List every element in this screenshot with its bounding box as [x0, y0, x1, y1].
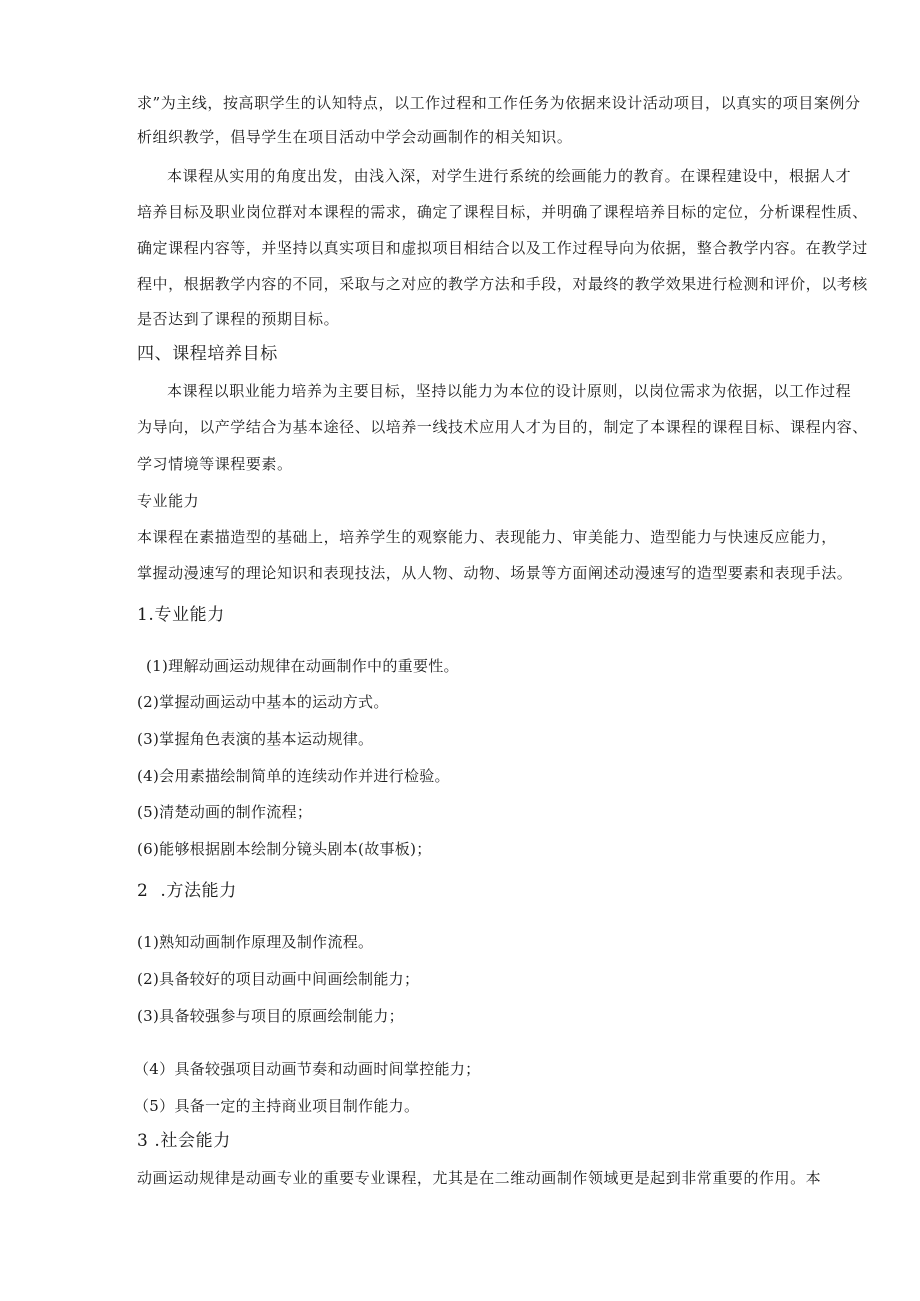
paragraph-line: 本课程以职业能力培养为主要目标，坚持以能力为本位的设计原则，以岗位需求为依据，以工作过程 [167, 382, 852, 400]
paragraph-line: 为导向，以产学结合为基本途径、以培养一线技术应用人才为目的，制定了本课程的课程目标、课程内容、 [137, 418, 868, 436]
list-item: (5)清楚动画的制作流程； [137, 803, 313, 821]
section-1-title: 1.专业能力 [137, 605, 225, 625]
section-heading: 四、课程培养目标 [137, 344, 278, 364]
list-item: （4）具备较强项目动画节奏和动画时间掌控能力； [134, 1060, 481, 1078]
paragraph-line: 析组织教学，倡导学生在项目活动中学会动画制作的相关知识。 [137, 128, 573, 146]
paragraph-line: 动画运动规律是动画专业的重要专业课程，尤其是在二维动画制作领域更是起到非常重要的作用。本 [137, 1169, 822, 1187]
paragraph-line: 求”为主线，按高职学生的认知特点，以工作过程和工作任务为依据来设计活动项目，以真实的项目案例分 [137, 94, 861, 112]
list-item: (2)掌握动画运动中基本的运动方式。 [137, 693, 389, 711]
list-item: （5）具备一定的主持商业项目制作能力。 [134, 1097, 420, 1115]
sub-label: 专业能力 [137, 492, 200, 510]
paragraph-line: 是否达到了课程的预期目标。 [137, 310, 340, 328]
section-2-title: 2 .方法能力 [137, 881, 237, 901]
paragraph-line: 本课程在素描造型的基础上，培养学生的观察能力、表现能力、审美能力、造型能力与快速反应能力， [137, 528, 837, 546]
paragraph-line: 学习情境等课程要素。 [137, 455, 293, 473]
list-item: (6)能够根据剧本绘制分镜头剧本(故事板)； [137, 840, 432, 858]
list-item: (4)会用素描绘制简单的连续动作并进行检验。 [137, 767, 450, 785]
paragraph-line: 确定课程内容等，并坚持以真实项目和虚拟项目相结合以及工作过程导向为依据，整合教学内容。在教学过 [137, 239, 868, 257]
list-item: (3)具备较强参与项目的原画绘制能力； [137, 1007, 404, 1025]
paragraph-line: 本课程从实用的角度出发，由浅入深，对学生进行系统的绘画能力的教育。在课程建设中，根据人才 [167, 167, 852, 185]
list-item: (3)掌握角色表演的基本运动规律。 [137, 730, 374, 748]
paragraph-line: 掌握动漫速写的理论知识和表现技法，从人物、动物、场景等方面阐述动漫速写的造型要素和表现手法。 [137, 564, 853, 582]
paragraph-line: 程中，根据教学内容的不同，采取与之对应的教学方法和手段，对最终的教学效果进行检测和评价，以考核 [137, 275, 868, 293]
list-item: (1)理解动画运动规律在动画制作中的重要性。 [146, 657, 459, 675]
list-item: (1)熟知动画制作原理及制作流程。 [137, 933, 374, 951]
list-item: (2)具备较好的项目动画中间画绘制能力； [137, 970, 420, 988]
paragraph-line: 培养目标及职业岗位群对本课程的需求，确定了课程目标，并明确了课程培养目标的定位，分析课程性质、 [137, 203, 868, 221]
section-3-title: 3 .社会能力 [137, 1131, 231, 1151]
